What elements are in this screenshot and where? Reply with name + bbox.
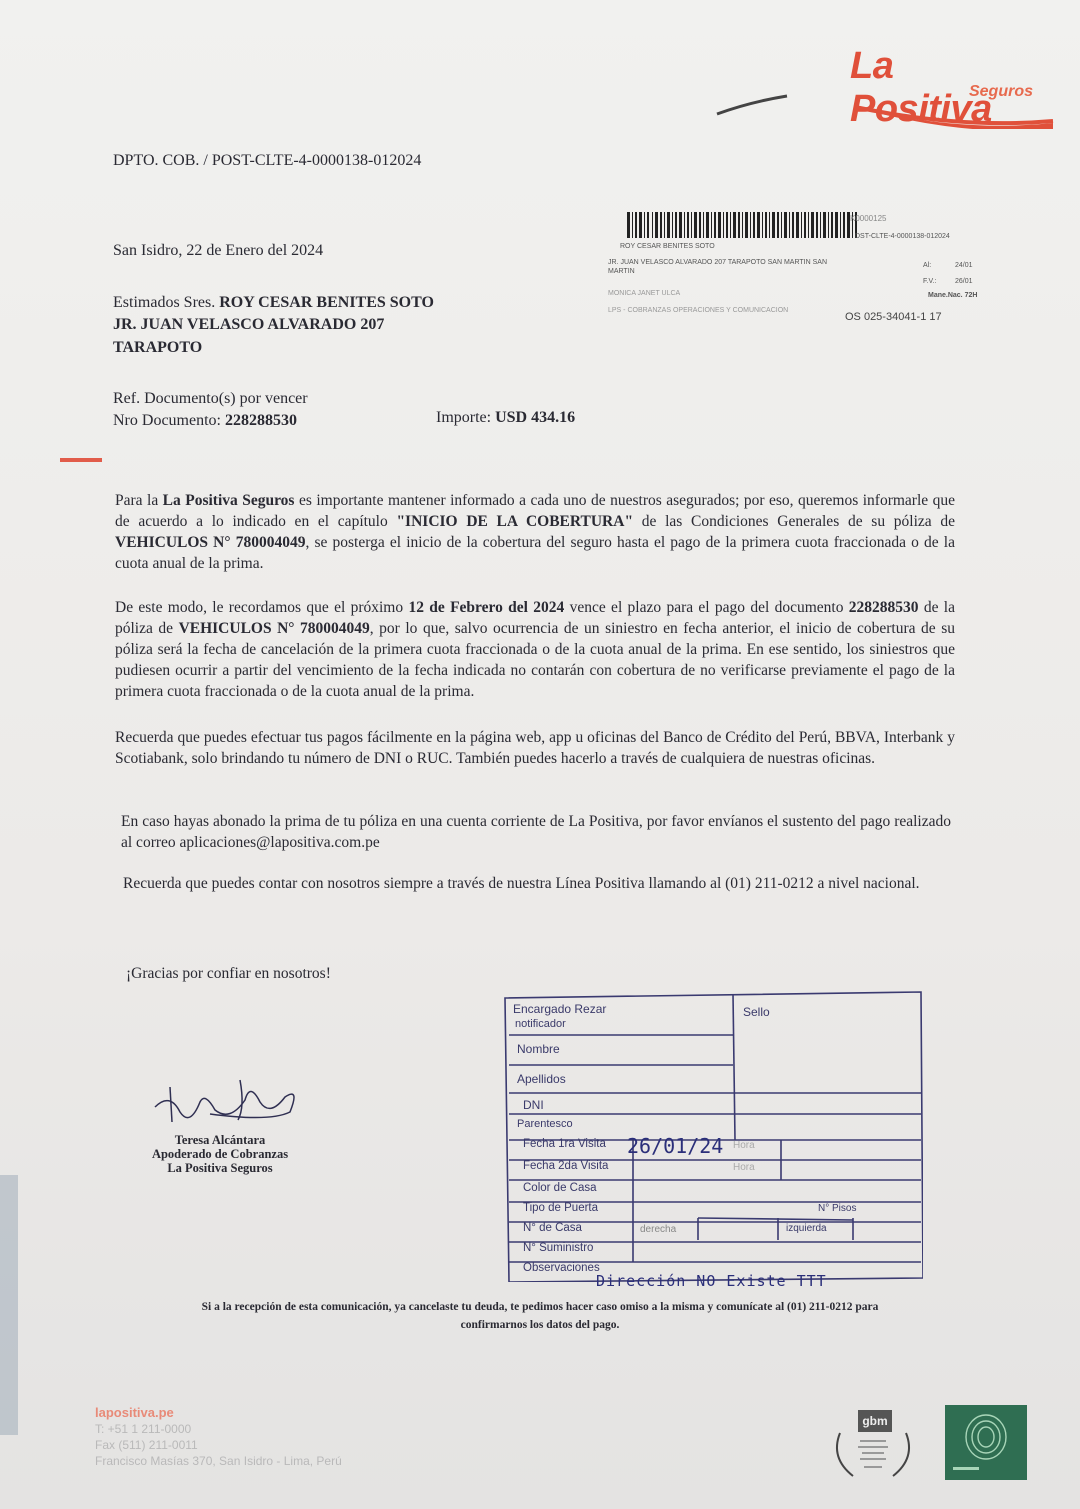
paragraph-3: Recuerda que puedes efectuar tus pagos fácilmente en la página web, app u oficinas del Banco de Crédito del Perú, BBVA, Interbank y Scotiabank, solo brindando tu número de DNI o RUC. También puedes hacerlo a través de cualquiera de nuestras oficinas. [115, 729, 955, 767]
form-label-izquierda: izquierda [786, 1223, 827, 1234]
barcode-label [605, 200, 1015, 330]
paragraph-4: En caso hayas abonado la prima de tu póliza en una cuenta corriente de La Positiva, por favor envíanos el sustento del pago realizado al correo aplicaciones@lapositiva.com.pe [121, 813, 951, 851]
barcode-top-code: K0000125 [850, 214, 887, 223]
doc-amount-label: Importe: [436, 409, 492, 426]
form-label-parentesco: Parentesco [517, 1118, 573, 1130]
form-label-encargado: Encargado Rezar [513, 1002, 607, 1016]
form-value-observaciones: Dirección NO Existe TTT [596, 1272, 827, 1290]
addressee-street: JR. JUAN VELASCO ALVARADO 207 [113, 316, 385, 333]
barcode-address: JR. JUAN VELASCO ALVARADO 207 TARAPOTO SAN MARTIN SAN MARTIN [608, 259, 828, 275]
contact-fax: Fax (511) 211-0011 [95, 1438, 198, 1452]
al-label: Al: [923, 262, 932, 269]
gbm-logo: gbm [858, 1410, 892, 1432]
form-label-suministro: N° Suministro [523, 1242, 594, 1254]
place-date: San Isidro, 22 de Enero del 2024 [113, 242, 324, 259]
signature-scribble-icon [150, 1072, 305, 1127]
laurel-icon [828, 1428, 918, 1483]
addressee-name: ROY CESAR BENITES SOTO [219, 294, 434, 311]
contact-phone: T: +51 1 211-0000 [95, 1422, 192, 1436]
p2-due-date: 12 de Febrero del 2024 [408, 599, 565, 616]
brand-logo [850, 45, 1065, 130]
form-label-color: Color de Casa [523, 1182, 597, 1194]
form-label-ncasa: N° de Casa [523, 1222, 582, 1234]
visit-stamp [503, 990, 923, 1290]
form-label-observaciones: Observaciones [523, 1262, 600, 1274]
certification-seal [945, 1405, 1027, 1480]
addressee-city: TARAPOTO [113, 339, 203, 356]
addressee-line [113, 294, 434, 312]
paragraph-2 [115, 597, 955, 702]
fv-value: 26/01 [955, 278, 973, 285]
footer-note-line2: confirmarnos los datos del pago. [460, 1319, 620, 1331]
logo-swoosh-icon [850, 93, 1060, 129]
doc-number [113, 412, 297, 430]
form-label-derecha: derecha [640, 1224, 677, 1235]
doc-number-value: 228288530 [224, 412, 297, 429]
form-label-fecha1: Fecha 1ra Visita [523, 1138, 606, 1150]
p1-brand: La Positiva Seguros [162, 492, 295, 509]
doc-amount-value: USD 434.16 [495, 409, 576, 426]
form-label-hora2: Hora [733, 1162, 755, 1173]
paragraph-5: Recuerda que puedes contar con nosotros siempre a través de nuestra Línea Positiva llamando al (01) 211-0212 a nivel nacional. [123, 875, 920, 892]
p1-text-g: , se posterga el inicio de la cobertura del seguro hasta el pago de la primera cuota fraccionada o de la cuota anual de la prima. [115, 534, 955, 572]
signer-name: Teresa Alcántara [174, 1133, 266, 1147]
form-label-tipo: Tipo de Puerta [523, 1202, 599, 1214]
addressee-greeting: Estimados Sres. [113, 294, 216, 311]
footer-note-line1: Si a la recepción de esta comunicación, ya cancelaste tu deuda, te pedimos hacer caso omiso a la misma y comunícate al (01) 211-0212 para [201, 1301, 879, 1313]
barcode-code: DST-CLTE-4-0000138-012024 [855, 233, 950, 240]
p2-doc-number: 228288530 [848, 599, 919, 616]
doc-number-label: Nro Documento: [113, 412, 221, 429]
background-object [0, 1175, 18, 1435]
p2-policy: VEHICULOS N° 780004049 [178, 620, 370, 637]
p1-chapter: "INICIO DE LA COBERTURA" [396, 513, 634, 530]
paragraph-1 [115, 490, 955, 574]
doc-amount [436, 409, 575, 427]
contact-block [95, 1405, 342, 1469]
signature-block [140, 1133, 300, 1175]
form-label-sello: Sello [743, 1005, 770, 1019]
p2-text-e: de la póliza de [115, 599, 955, 637]
doc-ref: Ref. Documento(s) por vencer [113, 390, 308, 407]
form-label-hora1: Hora [733, 1140, 755, 1151]
signer-role: Apoderado de Cobranzas [151, 1147, 289, 1161]
p1-policy: VEHICULOS N° 780004049 [115, 534, 306, 551]
thanks-line: ¡Gracias por confiar en nosotros! [126, 965, 331, 982]
fingerprint-icon [945, 1405, 1027, 1480]
reference-code: DPTO. COB. / POST-CLTE-4-0000138-012024 [113, 152, 422, 169]
p2-text-c: vence el plazo para el pago del documento [564, 599, 849, 616]
form-label-dni: DNI [523, 1098, 544, 1112]
form-label-notificador: notificador [515, 1018, 566, 1030]
brand-name: La Positiva [850, 45, 992, 130]
barcode-dept: LPS - COBRANZAS OPERACIONES Y COMUNICACION [608, 307, 789, 314]
gbm-award-badge [828, 1410, 918, 1480]
signer-company: La Positiva Seguros [167, 1161, 273, 1175]
brand-sub: Seguros [968, 83, 1033, 100]
barcode-name: ROY CESAR BENITES SOTO [620, 243, 715, 250]
barcode-os: OS 025-34041-1 17 [845, 311, 942, 323]
fv-label: F.V.: [923, 278, 937, 285]
p2-text-a: De este modo, le recordamos que el próximo [115, 599, 409, 616]
p2-text-g: , por lo que, salvo ocurrencia de un siniestro en fecha anterior, el inicio de cobertura de su póliza será la fecha de cancelación de la primera cuota fraccionada o de la cuota anual de la prima. En ese sentido, los siniestros que pudiesen ocurrir a partir del vencimiento de la fecha indicada no contarán con cobertura de no verificarse previamente el pago de la primera cuota fraccionada o de la cuota anual de la prima. [115, 620, 955, 700]
mane-nac: Mane.Nac. 72H [928, 292, 978, 299]
barcode-icon [627, 212, 857, 240]
pen-mark-icon [715, 92, 790, 117]
contact-address: Francisco Masías 370, San Isidro - Lima, Perú [95, 1454, 342, 1468]
website-link[interactable]: lapositiva.pe [95, 1405, 174, 1420]
form-value-fecha1: 26/01/24 [627, 1134, 724, 1158]
form-label-fecha2: Fecha 2da Visita [523, 1160, 609, 1172]
form-label-pisos: N° Pisos [818, 1203, 857, 1214]
form-label-nombre: Nombre [517, 1042, 560, 1056]
p1-text-e: de las Condiciones Generales de su póliza de [633, 513, 955, 530]
red-divider [60, 458, 102, 462]
form-label-apellidos: Apellidos [517, 1072, 566, 1086]
footer-note [140, 1298, 940, 1334]
barcode-sender: MONICA JANET ULCA [608, 290, 681, 297]
p1-text-c: es importante mantener informado a cada uno de nuestros asegurados; por eso, queremos informarle que de acuerdo a lo indicado en el capítulo [115, 492, 955, 530]
al-value: 24/01 [955, 262, 973, 269]
p1-text-a: Para la [115, 492, 163, 509]
